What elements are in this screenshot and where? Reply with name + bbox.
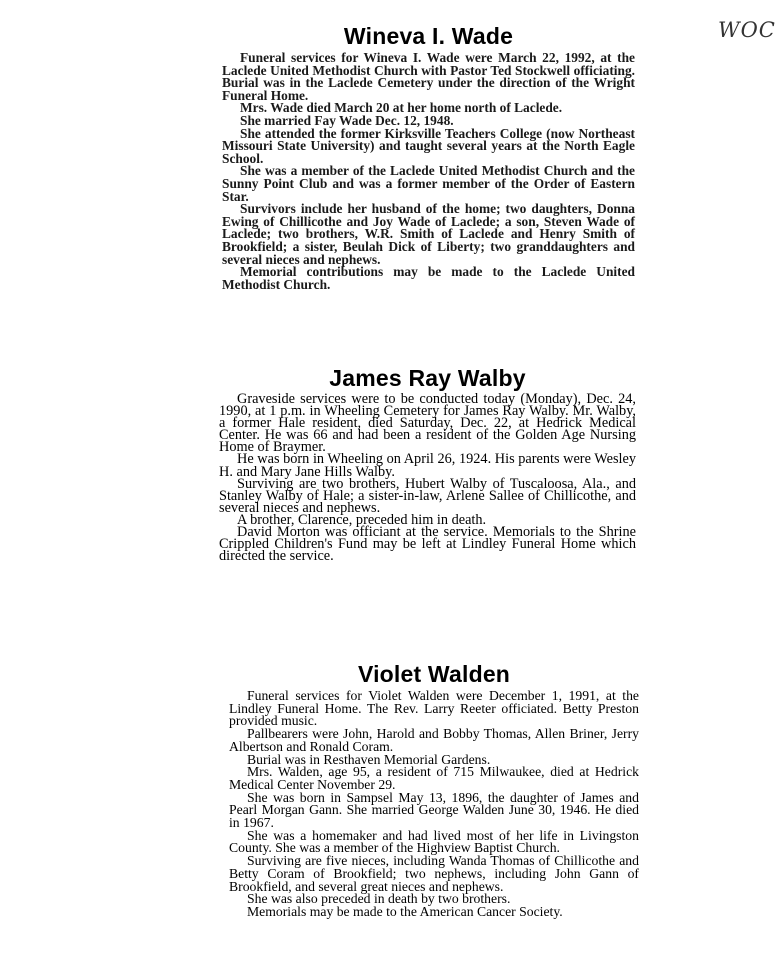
- obituary-wineva-wade: [222, 24, 635, 291]
- obituary-paragraph: Memorials may be made to the American Cancer Society.: [247, 903, 563, 919]
- obituary-paragraph: She married Fay Wade Dec. 12, 1948.: [240, 112, 454, 128]
- obituary-title: Violet Walden: [357, 661, 511, 687]
- obituary-james-walby: [219, 365, 636, 565]
- obituary-paragraph: She was born in Sampsel May 13, 1896, the daughter of James and Pearl Morgan Gann. She married George Walden June 30, 1946. He died in 1967.: [229, 789, 639, 831]
- obituary-paragraph: A brother, Clarence, preceded him in death.: [237, 511, 487, 528]
- obituary-paragraph: Burial was in Resthaven Memorial Gardens.: [247, 751, 491, 767]
- obituary-violet-walden: [229, 662, 639, 919]
- obituary-paragraph: Funeral services for Violet Walden were December 1, 1991, at the Lindley Funeral Home. The Rev. Larry Reeter officiated. Betty Preston provided music.: [229, 688, 639, 729]
- obituary-paragraph: Mrs. Wade died March 20 at her home north of Laclede.: [240, 100, 563, 116]
- obituary-title: James Ray Walby: [329, 365, 526, 391]
- obituary-paragraph: She was a homemaker and had lived most of her life in Livingston County. She was a member of the Highview Baptist Church.: [229, 827, 639, 856]
- obituary-paragraph: Memorial contributions may be made to the Laclede United Methodist Church.: [222, 264, 635, 292]
- obituary-paragraph: Surviving are two brothers, Hubert Walby of Tuscaloosa, Ala., and Stanley Walby of Hale; a sister-in-law, Arlene Sallee of Chillicothe, and several nieces and nephews.: [219, 475, 636, 516]
- handwritten-margin-note: WOC: [718, 18, 776, 42]
- obituary-paragraph: Graveside services were to be conducted today (Monday), Dec. 24, 1990, at 1 p.m. in Wheeling Cemetery for James Ray Walby. Mr. Walby, a former Hale resident, died Saturday, Dec. 22, at Hedrick Medical Center. He was 66 and had been a resident of the Golden Age Nursing Home of Braymer.: [219, 391, 636, 456]
- obituary-paragraph: She attended the former Kirksville Teachers College (now Northeast Missouri State University) and taught several years at the North Eagle School.: [222, 125, 635, 166]
- obituary-paragraph: Funeral services for Wineva I. Wade were March 22, 1992, at the Laclede United Methodist Church with Pastor Ted Stockwell officiating. Burial was in the Laclede Cemetery under the direction of the Wright Funeral Home.: [222, 50, 635, 103]
- obituary-body: [219, 391, 636, 565]
- obituary-paragraph: He was born in Wheeling on April 26, 1924. His parents were Wesley H. and Mary Jane Hills Walby.: [219, 451, 636, 480]
- obituary-paragraph: David Morton was officiant at the service. Memorials to the Shrine Crippled Children's Fund may be left at Lindley Funeral Home which directed the service.: [219, 524, 636, 565]
- obituary-paragraph: Pallbearers were John, Harold and Bobby Thomas, Allen Briner, Jerry Albertson and Ronald Coram.: [229, 726, 639, 754]
- obituary-paragraph: She was a member of the Laclede United Methodist Church and the Sunny Point Club and was a former member of the Order of Eastern Star.: [222, 163, 635, 204]
- obituary-paragraph: She was also preceded in death by two brothers.: [247, 891, 511, 907]
- obituary-title: Wineva I. Wade: [343, 23, 514, 49]
- obituary-paragraph: Survivors include her husband of the home; two daughters, Donna Ewing of Chillicothe and Joy Wade of Laclede; a son, Steven Wade of Laclede; two brothers, W.R. Smith of Laclede and Henry Smith of Brookfield; a sister, Beulah Dick of Liberty; two granddaughters and several nieces and nephews.: [222, 201, 635, 267]
- obituary-body: [222, 52, 635, 291]
- obituary-body: [229, 690, 639, 919]
- obituary-paragraph: Surviving are five nieces, including Wanda Thomas of Chillicothe and Betty Coram of Brookfield; two nephews, including John Gann of Brookfield, and several great nieces and nephews.: [229, 853, 639, 894]
- obituary-paragraph: Mrs. Walden, age 95, a resident of 715 Milwaukee, died at Hedrick Medical Center November 29.: [229, 764, 639, 792]
